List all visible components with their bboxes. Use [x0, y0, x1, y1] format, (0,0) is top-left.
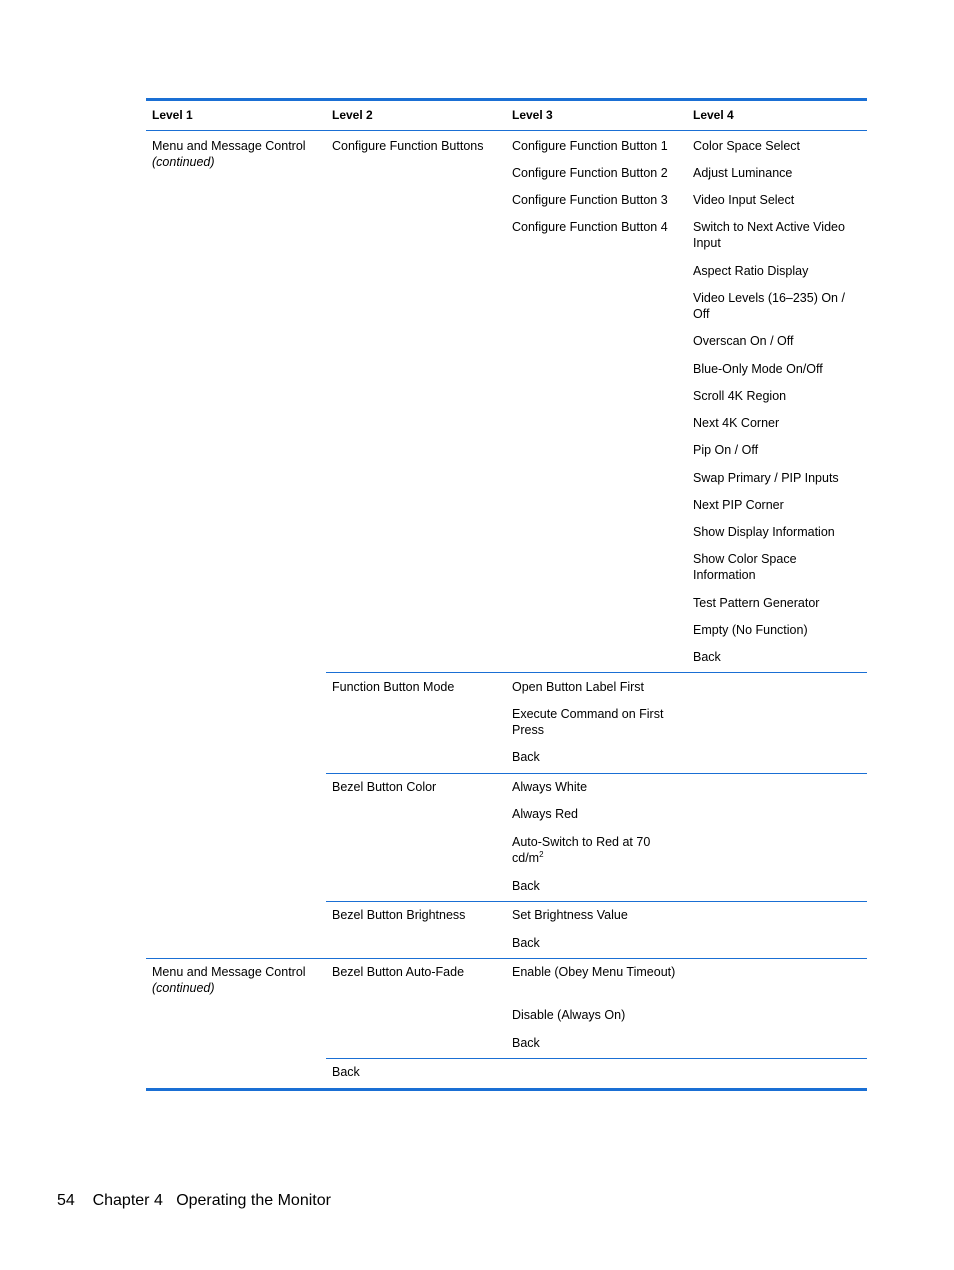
level2-item: Bezel Button Color: [332, 780, 437, 794]
chapter-title: Operating the Monitor: [176, 1192, 331, 1209]
row-divider: [326, 672, 867, 673]
level4-item: Next PIP Corner: [693, 498, 784, 512]
level1-note: (continued): [152, 155, 215, 169]
header-level-4: Level 4: [693, 108, 734, 122]
level4-item: Next 4K Corner: [693, 416, 780, 430]
level2-item: Back: [332, 1065, 360, 1079]
level3-item: Execute Command on First Press: [512, 707, 664, 737]
header-level-2: Level 2: [332, 108, 373, 122]
level3-item: Open Button Label First: [512, 680, 645, 694]
level4-item: Color Space Select: [693, 139, 801, 153]
header-level-1: Level 1: [152, 108, 193, 122]
level3-item: Enable (Obey Menu Timeout): [512, 965, 676, 979]
level4-item: Switch to Next Active Video Input: [693, 220, 845, 250]
level4-item: Empty (No Function): [693, 623, 808, 637]
chapter-label: Chapter 4: [92, 1192, 163, 1209]
superscript: 2: [539, 850, 544, 859]
level4-item: Show Color Space Information: [693, 552, 797, 582]
level2-item: Bezel Button Auto-Fade: [332, 965, 465, 979]
page-number: 54: [57, 1192, 75, 1209]
level2-item: Configure Function Buttons: [332, 139, 484, 153]
level3-item: Configure Function Button 4: [512, 220, 668, 234]
level4-item: Scroll 4K Region: [693, 389, 787, 403]
header-rule: [146, 130, 867, 131]
level4-item: Test Pattern Generator: [693, 596, 820, 610]
level3-item: [512, 834, 684, 866]
table-bottom-rule: [146, 1088, 867, 1091]
level4-item: Video Levels (16–235) On / Off: [693, 291, 845, 321]
level4-item: Show Display Information: [693, 525, 835, 539]
level1-cell: [152, 138, 324, 170]
level3-item: Configure Function Button 3: [512, 193, 668, 207]
page-footer: [57, 1192, 331, 1210]
level4-item: Video Input Select: [693, 193, 795, 207]
level3-item: Back: [512, 750, 540, 764]
level4-item: Swap Primary / PIP Inputs: [693, 471, 839, 485]
level3-item: Configure Function Button 1: [512, 139, 668, 153]
level3-item: Set Brightness Value: [512, 908, 628, 922]
row-divider: [326, 1058, 867, 1059]
row-divider: [326, 901, 867, 902]
level2-item: Function Button Mode: [332, 680, 455, 694]
level3-item: Disable (Always On): [512, 1008, 626, 1022]
level3-item-text: Auto-Switch to Red at 70 cd/m: [512, 835, 651, 865]
level4-item: Pip On / Off: [693, 443, 759, 457]
table-top-rule: [146, 98, 867, 101]
level4-item: Adjust Luminance: [693, 166, 793, 180]
header-level-3: Level 3: [512, 108, 553, 122]
row-divider: [146, 958, 867, 959]
level4-item: Back: [693, 650, 721, 664]
level1-cell: [152, 964, 324, 996]
level2-item: Bezel Button Brightness: [332, 908, 466, 922]
level3-item: Back: [512, 879, 540, 893]
level4-item: Overscan On / Off: [693, 334, 794, 348]
level4-item: Aspect Ratio Display: [693, 264, 809, 278]
level1-label: Menu and Message Control: [152, 965, 306, 979]
level3-item: Always Red: [512, 807, 578, 821]
level3-item: Back: [512, 936, 540, 950]
level3-item: Configure Function Button 2: [512, 166, 668, 180]
level3-item: Always White: [512, 780, 588, 794]
level3-item: Back: [512, 1036, 540, 1050]
row-divider: [326, 773, 867, 774]
level1-label: Menu and Message Control: [152, 139, 306, 153]
level1-note: (continued): [152, 981, 215, 995]
level4-item: Blue-Only Mode On/Off: [693, 362, 823, 376]
